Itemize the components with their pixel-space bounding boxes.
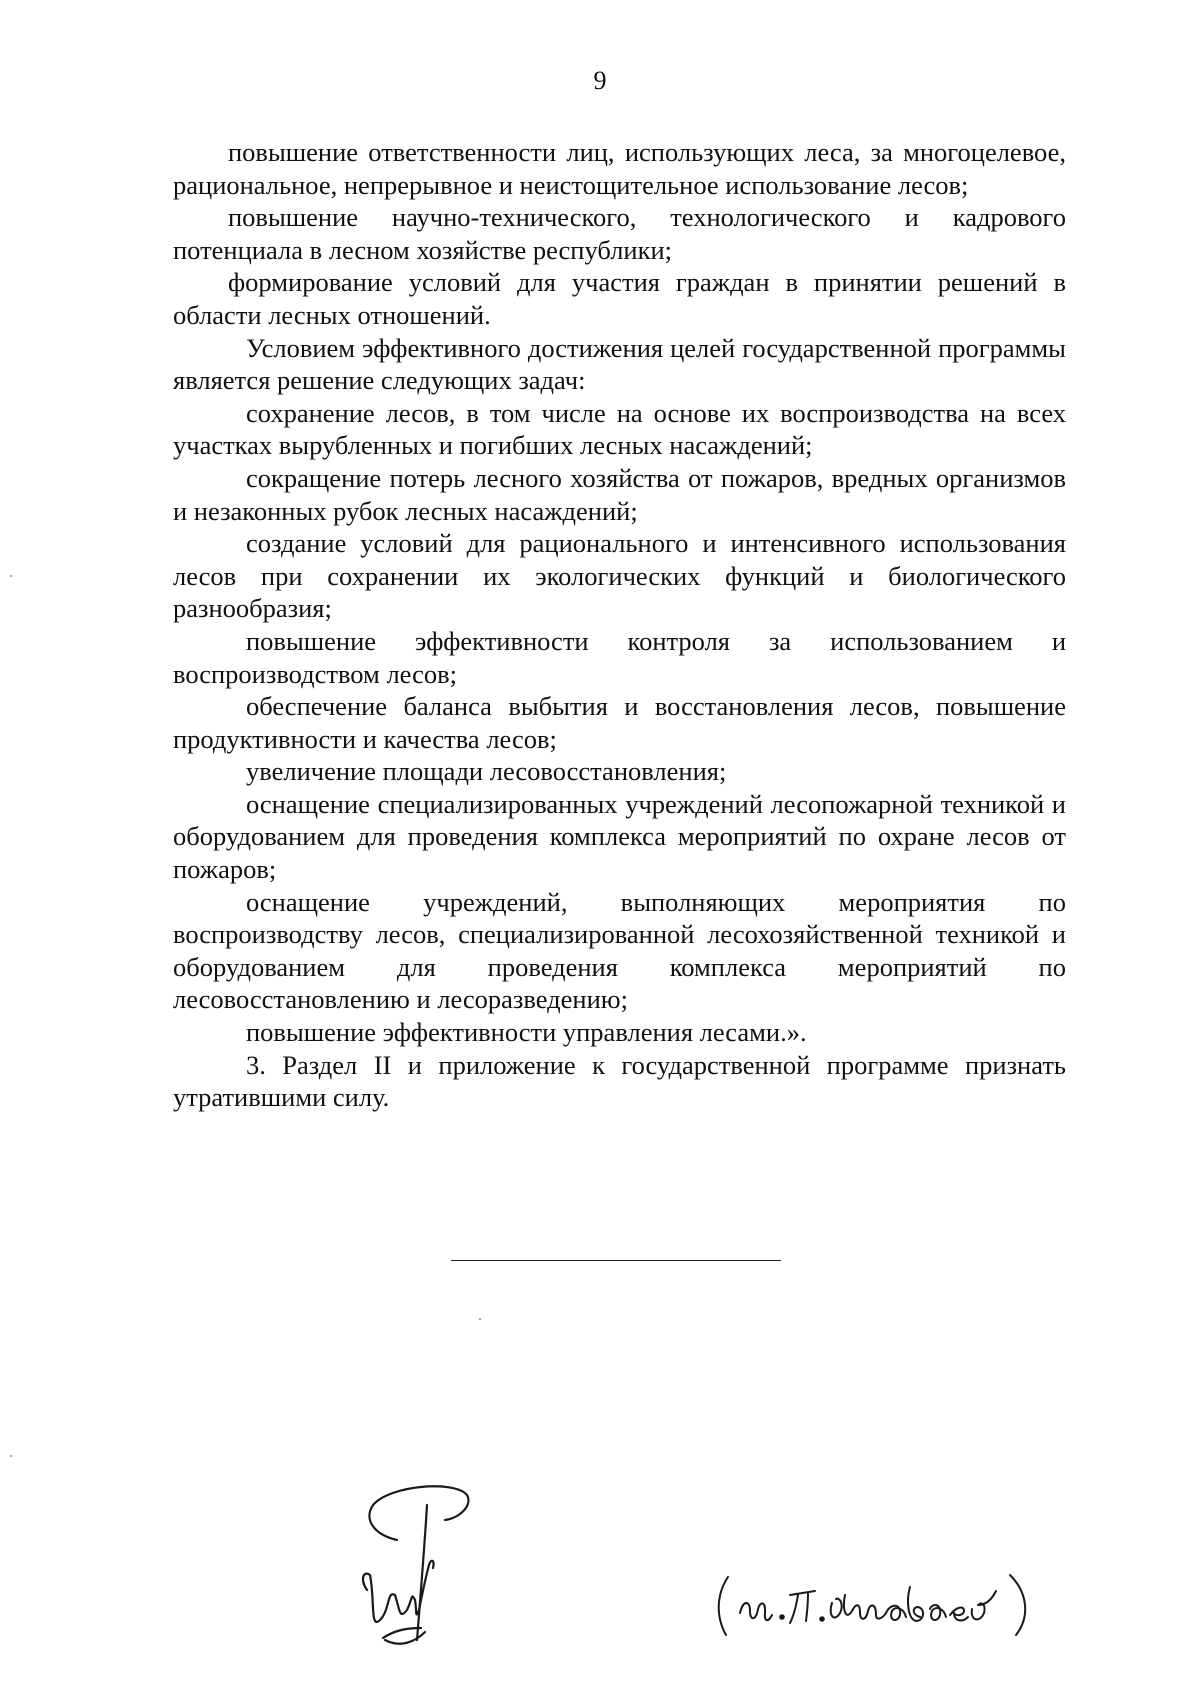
paragraph: формирование условий для участия граждан в принятии решений в области лесных отношений. [173, 267, 1066, 330]
paragraph: повышение ответственности лиц, использующих леса, за многоцелевое, рациональное, непрерывное и неистощительное использование лесов; [173, 137, 1066, 200]
paragraph: повышение эффективности контроля за использованием и воспроизводством лесов; [173, 625, 1066, 689]
paragraph: Условием эффективного достижения целей государственной программы является решение следующих задач: [173, 332, 1066, 396]
document-body [173, 136, 1066, 1114]
separator-line [451, 1260, 781, 1261]
paragraph: повышение эффективности управления лесами.». [246, 1017, 807, 1048]
paragraph: сохранение лесов, в том числе на основе их воспроизводства на всех участках вырубленных и погибших лесных насаждений; [173, 397, 1066, 461]
scan-speck [10, 1455, 12, 1457]
paragraph: сокращение потерь лесного хозяйства от пожаров, вредных организмов и незаконных рубок лесных насаждений; [173, 462, 1066, 526]
scan-speck [10, 575, 12, 577]
paragraph: оснащение специализированных учреждений лесопожарной техникой и оборудованием для проведения комплекса мероприятий по охране лесов от пожаров; [173, 788, 1066, 885]
page-number: 9 [593, 66, 607, 95]
paragraph: 3. Раздел II и приложение к государственной программе признать утратившими силу. [173, 1049, 1066, 1113]
scan-speck [479, 1318, 481, 1320]
paragraph: создание условий для рационального и интенсивного использования лесов при сохранении их экологических функций и биологического разнообразия; [173, 528, 1066, 624]
handwritten-signature [355, 1480, 505, 1650]
paragraph: обеспечение баланса выбытия и восстановления лесов, повышение продуктивности и качества лесов; [173, 691, 1066, 754]
paragraph: оснащение учреждений, выполняющих мероприятия по воспроизводству лесов, специализированной лесохозяйственной техникой и оборудованием для проведения комплекса мероприятий по лесовосстановлению и лесоразведению; [173, 886, 1066, 1015]
paragraph: увеличение площади лесовосстановления; [246, 756, 727, 787]
handwritten-name [710, 1565, 1070, 1645]
paragraph: повышение научно-технического, технологического и кадрового потенциала в лесном хозяйстве республики; [173, 202, 1066, 265]
